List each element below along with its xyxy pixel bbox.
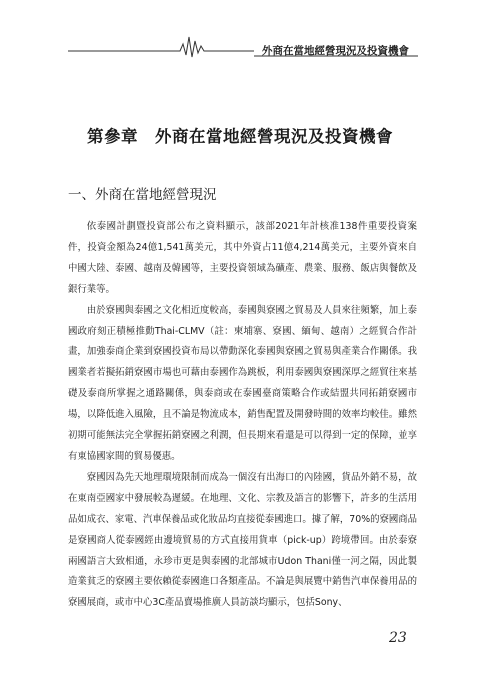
body-text <box>68 217 417 614</box>
running-header: 外商在當地經營現況及投資機會 <box>262 45 409 57</box>
paragraph: 由於寮國與泰國之文化相近度較高，泰國與寮國之貿易及人員來往頻繁，加上泰國政府刻正積極推動Thai-CLMV（註：柬埔寨、寮國、緬甸、越南）之經貿合作計畫，加強泰商企業到寮國投資布局以帶動深化泰國與寮國之貿易與產業合作關係。我國業者若擬拓銷寮國市場也可藉由泰國作為跳板，利用泰國與寮國深厚之經貿往來基礎及泰商所掌握之通路關係，與泰商或在泰國臺商策略合作或結盟共同拓銷寮國市場，以降低進入風險，且不論是物流成本，銷售配置及開發時間的效率均較佳。雖然初期可能無法完全掌握拓銷寮國之利潤，但長期來看還是可以得到一定的保障，並享有東協國家間的貿易優惠。 <box>68 304 417 462</box>
chapter-title: 第參章 外商在當地經營現況及投資機會 <box>87 127 393 146</box>
paragraph: 寮國因為先天地理環境限制而成為一個沒有出海口的內陸國，貨品外銷不易，故在東南亞國家中發展較為遲緩。在地理、文化、宗教及語言的影響下，許多的生活用品如成衣、家電、汽車保養品或化妝品均直接從泰國進口。據了解，70%的寮國商品是寮國商人從泰國經由邊境貿易的方式直接用貨車（pick-up）跨境帶回。由於泰寮兩國語言大致相通，永珍市更是與泰國的北部城市Udon Thani僅一河之隔，因此製造業貧乏的寮國主要依賴從泰國進口各類產品。不論是與展覽中銷售汽車保養用品的寮國展商，或市中心3C產品賣場推廣人員訪談均顯示，包括Sony、 <box>68 471 417 609</box>
section-heading: 一、外商在當地經營現況 <box>68 187 217 203</box>
page-number: 23 <box>389 630 407 646</box>
paragraph: 依泰國計劃暨投資部公布之資料顯示，該部2021年計核准138件重要投資案件，投資金額為24億1,541萬美元，其中外資占11億4,214萬美元，主要外資來自中國大陸、泰國、越南及韓國等，主要投資領域為礦產、農業、服務、飯店與餐飲及銀行業等。 <box>68 221 417 295</box>
